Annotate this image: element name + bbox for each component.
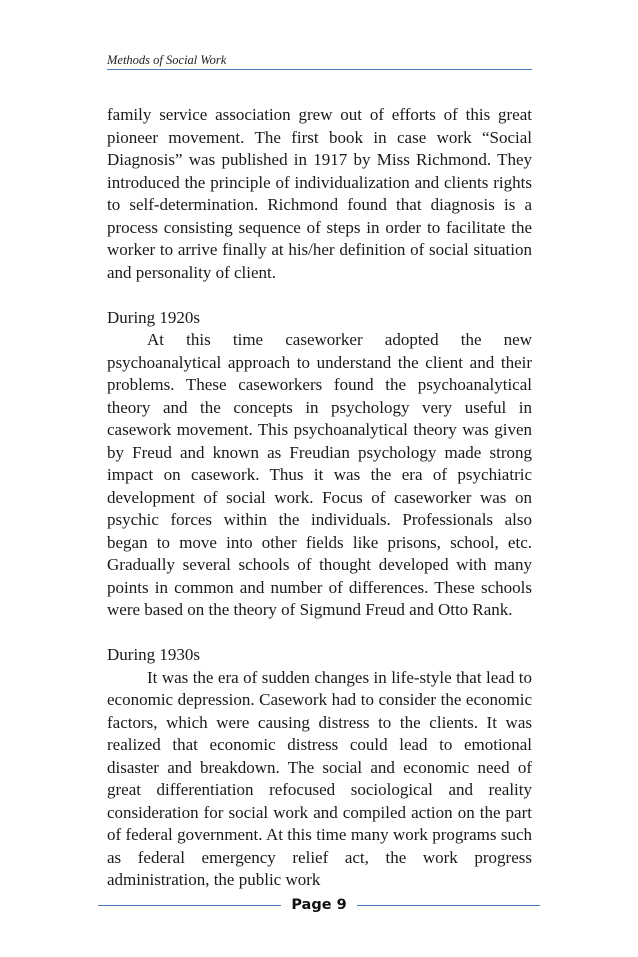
paragraph-1920s: At this time caseworker adopted the new psychoanalytical approach to understand the client and their problems. These caseworkers found the psychoanalytical theory and the concepts in psychology very useful in casework movement. This psychoanalytical theory was given by Freud and known as Freudian psychology made strong impact on casework. Thus it was the era of psychiatric development of social work. Focus of caseworker was on psychic forces within the individuals. Professionals also began to move into other fields like prisons, school, etc. Gradually several schools of thought developed with many points in common and number of differences. These schools were based on the theory of Sigmund Freud and Otto Rank.	[107, 330, 532, 619]
section-heading-1930s: During 1930s	[107, 645, 201, 664]
paragraph-gap	[107, 622, 532, 645]
header-title: Methods of Social Work	[107, 53, 227, 67]
footer-rule-right	[357, 905, 540, 906]
footer-rule-left	[98, 905, 281, 906]
section-heading-1920s: During 1920s	[107, 307, 201, 327]
running-header	[107, 51, 532, 70]
page-body	[107, 104, 532, 892]
page-footer	[98, 893, 540, 917]
page-number: Page 9	[291, 897, 347, 913]
paragraph-gap	[107, 284, 532, 307]
paragraph-intro: family service association grew out of efforts of this great pioneer movement. The first book in case work “Social Diagnosis” was published in 1917 by Miss Richmond. They introduced the principle of individualization and clients rights to self-determination. Richmond found that diagnosis is a process consisting sequence of steps in order to facilitate the worker to arrive finally at his/her definition of social situation and personality of client.	[107, 105, 532, 282]
paragraph-1930s: It was the era of sudden changes in life-style that lead to economic depression. Casework had to consider the economic factors, which were causing distress to the clients. It was realized that economic distress could lead to emotional disaster and breakdown. The social and economic need of great differentiation refocused sociological and reality consideration for social work and compiled action on the part of federal government. At this time many work programs such as federal emergency relief act, the work progress administration, the public work	[107, 667, 532, 889]
